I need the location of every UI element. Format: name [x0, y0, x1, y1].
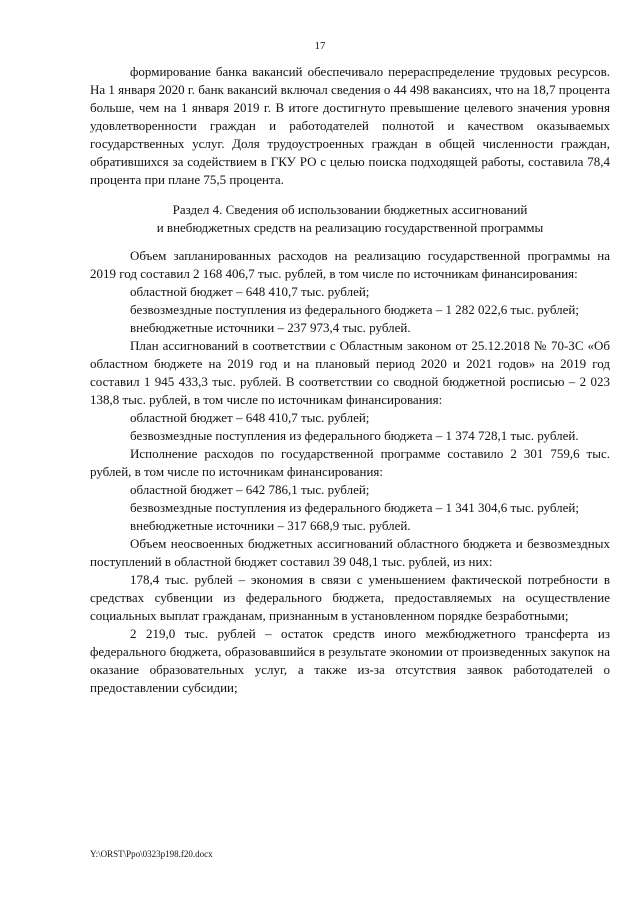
- unspent-paragraph: Объем неосвоенных бюджетных ассигнований областного бюджета и безвозмездных поступлений в областной бюджет составил 39 048,1 тыс. рублей, из них:: [90, 536, 610, 569]
- execution-item-federal: безвозмездные поступления из федерального бюджета – 1 341 304,6 тыс. рублей;: [130, 500, 580, 515]
- planned-item-extrabudgetary: внебюджетные источники – 237 973,4 тыс. рублей.: [130, 320, 411, 335]
- planned-expenses-paragraph: Объем запланированных расходов на реализацию государственной программы на 2019 год составил 2 168 406,7 тыс. рублей, в том числе по источникам финансирования:: [90, 248, 610, 281]
- allocation-item-federal: безвозмездные поступления из федерального бюджета – 1 374 728,1 тыс. рублей.: [130, 428, 579, 443]
- section-heading-line-1: Раздел 4. Сведения об использовании бюджетных ассигнований: [172, 202, 528, 217]
- footer-file-path: Y:\ORST\Ppo\0323p198.f20.docx: [90, 849, 213, 859]
- execution-item-regional: областной бюджет – 642 786,1 тыс. рублей;: [130, 482, 370, 497]
- document-body: [90, 63, 610, 697]
- planned-item-federal: безвозмездные поступления из федерального бюджета – 1 282 022,6 тыс. рублей;: [130, 302, 580, 317]
- section-heading: [90, 201, 610, 237]
- section-heading-line-2: и внебюджетных средств на реализацию государственной программы: [156, 220, 544, 235]
- planned-item-regional: областной бюджет – 648 410,7 тыс. рублей;: [130, 284, 370, 299]
- unspent-item-economy: 178,4 тыс. рублей – экономия в связи с уменьшением фактической потребности в средствах субвенции из федерального бюджета, предоставляемых на осуществление социальных выплат гражданам, признанным в установленном порядке безработными;: [90, 572, 610, 623]
- execution-item-extrabudgetary: внебюджетные источники – 317 668,9 тыс. рублей.: [130, 518, 411, 533]
- unspent-item-transfer: 2 219,0 тыс. рублей – остаток средств иного межбюджетного трансферта из федерального бюджета, образовавшийся в результате экономии от произведенных закупок на оказание образовательных услуг, а также из-за отсутствия заявок работодателей о предоставлении субсидии;: [90, 626, 610, 695]
- allocation-item-regional: областной бюджет – 648 410,7 тыс. рублей;: [130, 410, 370, 425]
- intro-paragraph: формирование банка вакансий обеспечивало перераспределение трудовых ресурсов. На 1 января 2020 г. банк вакансий включал сведения о 44 498 вакансиях, что на 18,7 процента больше, чем на 1 января 2019 г. В итоге достигнуто превышение целевого значения уровня удовлетворенности граждан и работодателей полнотой и качеством оказываемых государственных услуг. Доля трудоустроенных граждан в общей численности граждан, обратившихся за содействием в ГКУ РО с целью поиска подходящей работы, составила 78,4 процента при плане 75,5 процента.: [90, 64, 610, 187]
- page-number: 17: [314, 40, 326, 52]
- allocation-paragraph: План ассигнований в соответствии с Областным законом от 25.12.2018 № 70-ЗС «Об областном бюджете на 2019 год и на плановый период 2020 и 2021 годов» на 2019 год составил 1 945 433,3 тыс. рублей. В соответствии со сводной бюджетной росписью – 2 023 138,8 тыс. рублей, в том числе по источникам финансирования:: [90, 338, 610, 407]
- execution-paragraph: Исполнение расходов по государственной программе составило 2 301 759,6 тыс. рублей, в том числе по источникам финансирования:: [90, 446, 610, 479]
